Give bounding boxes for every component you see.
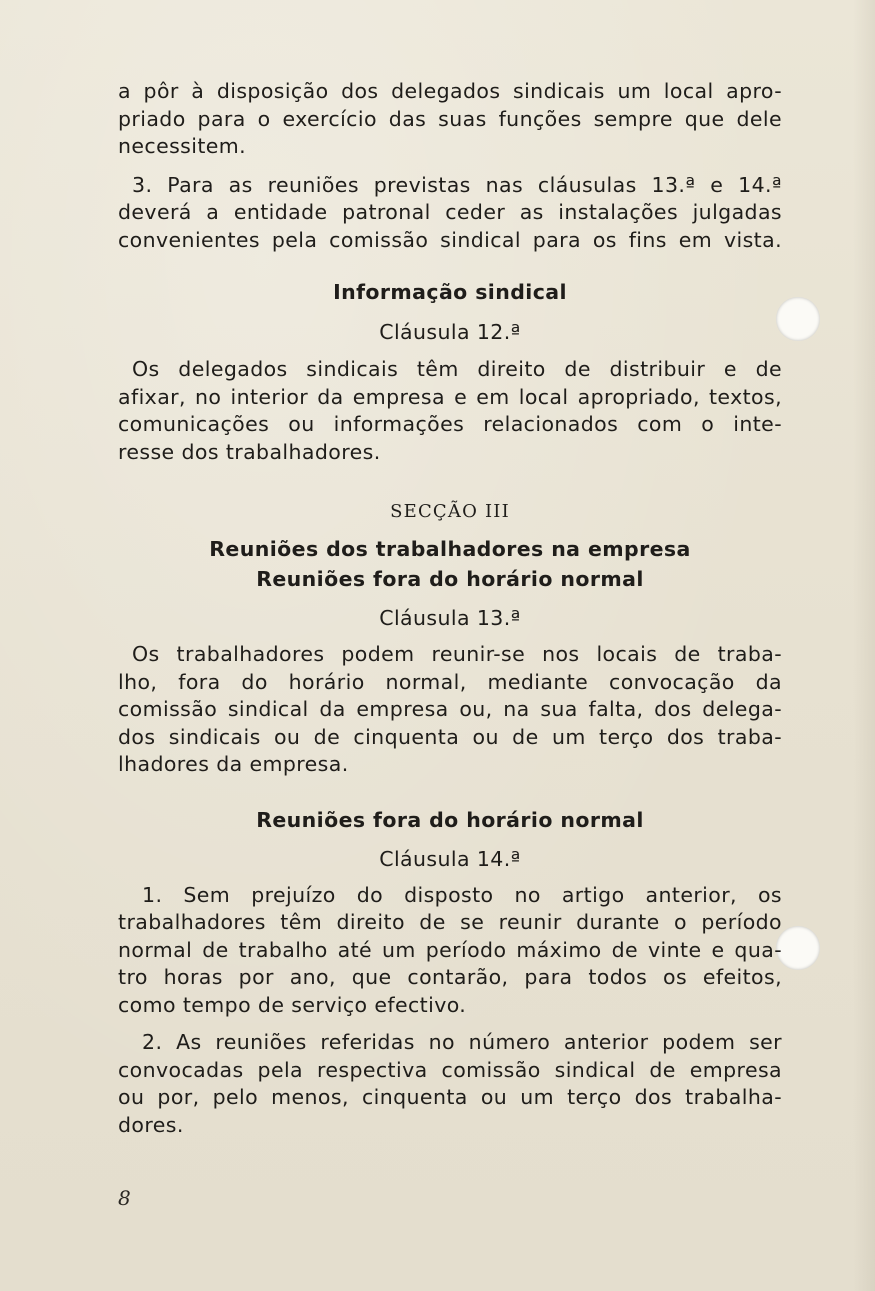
paragraph-clause-12 <box>118 356 782 466</box>
text-line: a pôr à disposição dos delegados sindicais um local apro- <box>118 79 782 103</box>
page-number: 8 <box>118 1186 131 1210</box>
text-line: priado para o exercício das suas funções sempre que dele <box>118 106 782 131</box>
text-line: comunicações ou informações relacionados com o inte- <box>118 412 782 436</box>
text-line: ou por, pelo menos, cinquenta ou um terço dos trabalha- <box>118 1085 782 1109</box>
text-line: normal de trabalho até um período máximo de vinte e qua- <box>118 937 782 962</box>
text-line: Os delegados sindicais têm direito de distribuir e de <box>132 357 782 381</box>
text-line: 2. As reuniões referidas no número anterior podem ser <box>142 1030 782 1054</box>
text-line: dos sindicais ou de cinquenta ou de um terço dos traba- <box>118 724 782 749</box>
text-line: 3. Para as reuniões previstas nas cláusulas 13.ª e 14.ª <box>132 172 782 197</box>
punch-hole-top <box>776 297 820 341</box>
text-line: deverá a entidade patronal ceder as instalações julgadas <box>118 200 782 224</box>
heading-informacao-sindical: Informação sindical <box>333 280 567 304</box>
clause-13-title: Cláusula 13.ª <box>379 605 521 630</box>
text-line: comissão sindical da empresa ou, na sua falta, dos delega- <box>118 697 782 721</box>
heading-fora-horario: Reuniões fora do horário normal <box>256 567 644 591</box>
text-line: lho, fora do horário normal, mediante convocação da <box>118 669 782 694</box>
section-title: SECÇÃO III <box>390 501 510 522</box>
text-line: como tempo de serviço efectivo. <box>118 992 467 1017</box>
punch-hole-bottom <box>776 926 820 970</box>
text-line: resse dos trabalhadores. <box>118 439 381 464</box>
heading-reunioes-empresa: Reuniões dos trabalhadores na empresa <box>209 536 691 561</box>
text-line: convenientes pela comissão sindical para os fins em vista. <box>118 227 782 252</box>
text-line: lhadores da empresa. <box>118 752 349 776</box>
clause-14-title: Cláusula 14.ª <box>379 847 521 871</box>
paragraph-clause-14-item-1 <box>118 882 782 1020</box>
clause-12-title: Cláusula 12.ª <box>379 319 521 344</box>
document-body <box>118 78 782 1139</box>
text-line: convocadas pela respectiva comissão sindical de empresa <box>118 1057 782 1082</box>
paragraph-item-3 <box>118 172 782 255</box>
page-edge-shadow <box>853 0 875 1291</box>
paragraph-clause-13 <box>118 641 782 779</box>
paragraph-local-disposicao <box>118 78 782 161</box>
text-line: necessitem. <box>118 134 247 158</box>
text-line: afixar, no interior da empresa e em local apropriado, textos, <box>118 384 782 409</box>
text-line: tro horas por ano, que contarão, para todos os efeitos, <box>118 965 782 989</box>
text-line: trabalhadores têm direito de se reunir durante o período <box>118 910 782 934</box>
heading-fora-horario-2: Reuniões fora do horário normal <box>256 807 644 832</box>
paragraph-clause-14-item-2 <box>118 1029 782 1139</box>
text-line: 1. Sem prejuízo do disposto no artigo anterior, os <box>142 882 782 907</box>
text-line: dores. <box>118 1112 184 1137</box>
text-line: Os trabalhadores podem reunir-se nos locais de traba- <box>132 642 782 666</box>
